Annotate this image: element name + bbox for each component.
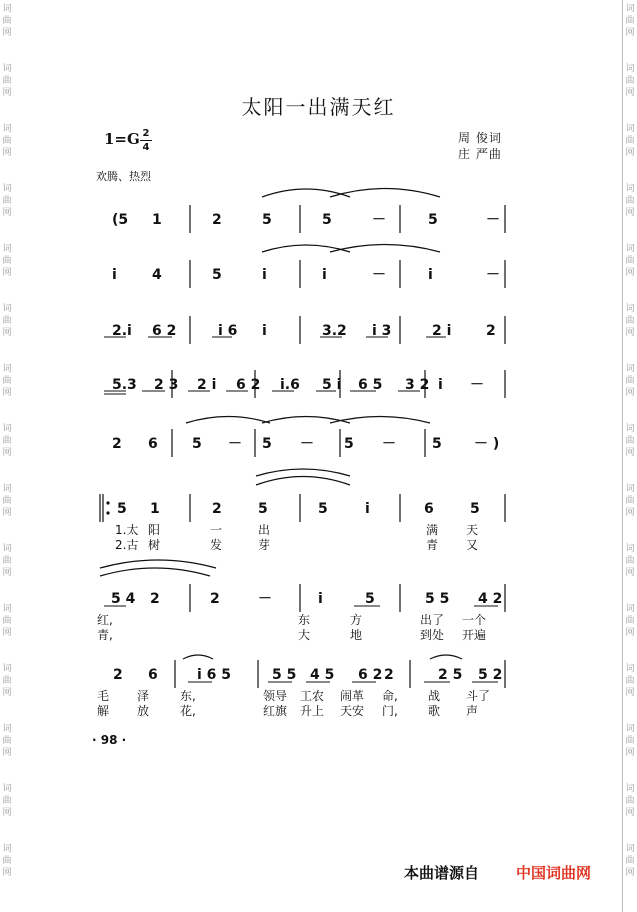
watermark-glyph: 曲 — [2, 796, 12, 806]
watermark-glyph: 词 — [625, 364, 635, 374]
jianpu-note: 5 — [117, 501, 127, 517]
lyric-verse-1: 斗了 — [466, 689, 491, 703]
jianpu-note: 2 — [486, 323, 496, 339]
jianpu-note: i.6 — [280, 377, 300, 393]
watermark-glyph: 曲 — [625, 376, 635, 386]
jianpu-note: i — [365, 501, 370, 517]
watermark-glyph: 词 — [2, 4, 12, 14]
watermark-glyph: 曲 — [2, 856, 12, 866]
watermark-glyph: 词 — [2, 544, 12, 554]
jianpu-note: － — [300, 436, 314, 452]
watermark-glyph: 网 — [625, 808, 635, 818]
lyric-verse-1: 出了 — [420, 613, 445, 627]
watermark-glyph: 曲 — [625, 556, 635, 566]
watermark-glyph: 网 — [2, 208, 12, 218]
jianpu-note: 5 — [365, 591, 375, 607]
watermark-glyph: 曲 — [625, 136, 635, 146]
watermark-glyph: 词 — [2, 244, 12, 254]
watermark-glyph: 曲 — [2, 376, 12, 386]
tie-slur — [256, 469, 350, 476]
jianpu-note: － — [486, 212, 500, 228]
jianpu-note: － — [382, 436, 396, 452]
jianpu-note: i — [262, 323, 267, 339]
watermark-glyph: 网 — [2, 88, 12, 98]
jianpu-note: i 6 — [218, 323, 238, 339]
watermark-glyph: 曲 — [2, 556, 12, 566]
footer-site-name: 中国词曲网 — [516, 864, 592, 882]
watermark-glyph: 网 — [2, 628, 12, 638]
watermark-glyph: 词 — [2, 64, 12, 74]
jianpu-note: 5 — [318, 501, 328, 517]
composer-credit: 庄 严曲 — [458, 147, 502, 161]
watermark-glyph: 网 — [625, 328, 635, 338]
watermark-glyph: 词 — [625, 844, 635, 854]
watermark-glyph: 网 — [625, 88, 635, 98]
jianpu-note: i — [322, 267, 327, 283]
jianpu-note: 6 — [148, 436, 158, 452]
watermark-glyph: 词 — [2, 844, 12, 854]
watermark-glyph: 词 — [2, 184, 12, 194]
tempo-marking: 欢腾、热烈 — [96, 170, 151, 183]
jianpu-note: 5.3 — [112, 377, 137, 393]
watermark-glyph: 词 — [2, 784, 12, 794]
page-number: · 98 · — [92, 733, 127, 747]
watermark-glyph: 词 — [625, 184, 635, 194]
watermark-glyph: 网 — [625, 268, 635, 278]
watermark-glyph: 曲 — [2, 76, 12, 86]
watermark-glyph: 曲 — [625, 76, 635, 86]
watermark-glyph: 曲 — [625, 676, 635, 686]
lyric-verse-2: 芽 — [258, 538, 271, 552]
watermark-glyph: 网 — [625, 508, 635, 518]
jianpu-note: 3.2 — [322, 323, 347, 339]
lyric-verse-1: 阳 — [148, 523, 161, 537]
lyric-verse-2: 青, — [97, 628, 113, 642]
jianpu-note: 5 — [212, 267, 222, 283]
watermark-glyph: 网 — [625, 208, 635, 218]
jianpu-note: 2 i — [197, 377, 217, 393]
jianpu-note: 2 — [112, 436, 122, 452]
watermark-glyph: 网 — [2, 808, 12, 818]
tie-slur — [100, 568, 210, 576]
jianpu-note: － ) — [474, 436, 500, 452]
watermark-glyph: 曲 — [625, 16, 635, 26]
watermark-glyph: 网 — [625, 448, 635, 458]
lyricist-credit: 周 俊词 — [458, 131, 502, 145]
watermark-glyph: 词 — [2, 364, 12, 374]
jianpu-note: 5 — [344, 436, 354, 452]
watermark-glyph: 网 — [2, 508, 12, 518]
watermark-glyph: 词 — [2, 304, 12, 314]
jianpu-note: 4 — [152, 267, 162, 283]
watermark-glyph: 词 — [625, 64, 635, 74]
lyric-verse-1: 泽 — [137, 689, 150, 703]
jianpu-note: 2 — [150, 591, 160, 607]
watermark-glyph: 网 — [2, 448, 12, 458]
lyric-verse-1: 东, — [180, 689, 196, 703]
watermark-glyph: 词 — [2, 424, 12, 434]
jianpu-note: 6 2 — [236, 377, 261, 393]
lyric-verse-1: 命, — [382, 689, 398, 703]
lyric-verse-2: 到处 — [420, 628, 445, 642]
jianpu-note: 2 — [384, 667, 394, 683]
watermark-glyph: 曲 — [2, 316, 12, 326]
jianpu-note: i — [438, 377, 443, 393]
watermark-glyph: 词 — [625, 424, 635, 434]
jianpu-note: 6 2 — [358, 667, 383, 683]
watermark-glyph: 曲 — [2, 436, 12, 446]
watermark-glyph: 曲 — [2, 136, 12, 146]
tie-slur — [256, 477, 350, 486]
watermark-glyph: 网 — [2, 388, 12, 398]
watermark-glyph: 网 — [2, 268, 12, 278]
lyric-verse-1: 战 — [428, 689, 441, 703]
watermark-glyph: 词 — [2, 724, 12, 734]
watermark-glyph: 网 — [2, 868, 12, 878]
tie-slur — [262, 245, 350, 252]
lyric-verse-2: 天安 — [340, 704, 365, 718]
lyric-verse-2: 青 — [426, 538, 439, 552]
watermark-glyph: 网 — [625, 568, 635, 578]
watermark-glyph: 网 — [2, 568, 12, 578]
watermark-glyph: 词 — [2, 664, 12, 674]
watermark-glyph: 曲 — [625, 796, 635, 806]
jianpu-note: 5 — [470, 501, 480, 517]
jianpu-note: 6 — [424, 501, 434, 517]
watermark-glyph: 词 — [2, 604, 12, 614]
lyric-verse-1: 闹革 — [340, 689, 365, 703]
jianpu-note: 1 — [152, 212, 162, 228]
jianpu-note: 4 5 — [310, 667, 335, 683]
song-title: 太阳一出满天红 — [241, 95, 396, 119]
watermark-glyph: 词 — [625, 664, 635, 674]
jianpu-note: 5 — [432, 436, 442, 452]
watermark-glyph: 曲 — [2, 196, 12, 206]
jianpu-note: 5 4 — [111, 591, 136, 607]
watermark-glyph: 网 — [625, 148, 635, 158]
lyric-verse-2: 开遍 — [462, 628, 487, 642]
watermark-glyph: 曲 — [625, 616, 635, 626]
watermark-glyph: 词 — [625, 484, 635, 494]
jianpu-note: i — [318, 591, 323, 607]
watermark-glyph: 网 — [625, 868, 635, 878]
lyric-verse-1: 出 — [258, 523, 271, 537]
key-signature: 1=G — [104, 130, 140, 148]
jianpu-note: 5 — [262, 436, 272, 452]
jianpu-note: 5 — [258, 501, 268, 517]
jianpu-note: 2 — [210, 591, 220, 607]
watermark-glyph: 词 — [2, 484, 12, 494]
lyric-verse-2: 解 — [97, 704, 110, 718]
jianpu-note: 6 2 — [152, 323, 177, 339]
tie-slur — [262, 189, 350, 197]
jianpu-note: － — [470, 377, 484, 393]
jianpu-note: (5 — [112, 212, 129, 228]
jianpu-note: 6 5 — [358, 377, 383, 393]
lyric-verse-2: 树 — [148, 538, 161, 552]
jianpu-note: 5 2 — [478, 667, 503, 683]
watermark-glyph: 词 — [625, 784, 635, 794]
jianpu-note: － — [372, 267, 386, 283]
jianpu-note: － — [258, 591, 272, 607]
jianpu-note: 5 5 — [272, 667, 297, 683]
lyric-verse-2: 发 — [210, 538, 223, 552]
jianpu-note: － — [228, 436, 242, 452]
lyric-verse-1: 毛 — [97, 689, 110, 703]
lyric-verse-2: 花, — [180, 704, 196, 718]
lyric-verse-2: 2.古 — [115, 538, 139, 552]
lyric-verse-1: 领导 — [263, 689, 288, 703]
watermark-glyph: 网 — [2, 688, 12, 698]
watermark-glyph: 词 — [625, 4, 635, 14]
lyric-verse-2: 声 — [466, 704, 479, 718]
watermark-glyph: 曲 — [2, 676, 12, 686]
jianpu-note: 5 — [322, 212, 332, 228]
watermark-glyph: 曲 — [625, 256, 635, 266]
watermark-glyph: 网 — [2, 28, 12, 38]
jianpu-note: 3 2 — [405, 377, 430, 393]
lyric-verse-1: 天 — [466, 523, 479, 537]
lyric-verse-1: 一个 — [462, 613, 487, 627]
jianpu-note: 2 — [212, 212, 222, 228]
lyric-verse-1: 1.太 — [115, 523, 139, 537]
tie-slur — [262, 417, 350, 424]
lyric-verse-1: 红, — [97, 613, 113, 627]
lyric-verse-1: 一 — [210, 523, 223, 537]
lyric-verse-1: 东 — [298, 613, 311, 627]
watermark-glyph: 曲 — [2, 736, 12, 746]
watermark-glyph: 曲 — [2, 616, 12, 626]
tie-slur — [186, 417, 270, 424]
jianpu-note: － — [372, 212, 386, 228]
jianpu-note: 5 i — [322, 377, 342, 393]
lyric-verse-2: 门, — [382, 704, 398, 718]
jianpu-note: 4 2 — [478, 591, 503, 607]
lyric-verse-2: 地 — [350, 628, 363, 642]
jianpu-note: 2 — [113, 667, 123, 683]
watermark-glyph: 词 — [625, 544, 635, 554]
lyric-verse-2: 歌 — [428, 704, 441, 718]
watermark-glyph: 曲 — [625, 196, 635, 206]
jianpu-note: 2 3 — [154, 377, 179, 393]
repeat-sign-dot — [106, 511, 109, 514]
watermark-glyph: 曲 — [625, 736, 635, 746]
lyric-verse-1: 工农 — [300, 689, 325, 703]
time-signature-top: 2 — [142, 128, 150, 139]
jianpu-note: 5 — [192, 436, 202, 452]
time-signature-bottom: 4 — [142, 142, 150, 153]
watermark-glyph: 网 — [625, 28, 635, 38]
jianpu-note: 6 — [148, 667, 158, 683]
watermark-glyph: 词 — [625, 124, 635, 134]
jianpu-note: i 3 — [372, 323, 392, 339]
jianpu-note: i — [112, 267, 117, 283]
watermark-glyph: 曲 — [625, 496, 635, 506]
watermark-glyph: 词 — [625, 244, 635, 254]
watermark-glyph: 网 — [625, 628, 635, 638]
watermark-glyph: 曲 — [2, 496, 12, 506]
jianpu-note: 5 5 — [425, 591, 450, 607]
watermark-glyph: 网 — [625, 388, 635, 398]
jianpu-note: i — [428, 267, 433, 283]
watermark-glyph: 曲 — [625, 316, 635, 326]
jianpu-note: i — [262, 267, 267, 283]
tie-slur — [183, 655, 213, 659]
tie-slur — [430, 655, 462, 659]
watermark-glyph: 词 — [625, 724, 635, 734]
jianpu-note: － — [486, 267, 500, 283]
watermark-glyph: 曲 — [2, 16, 12, 26]
jianpu-note: 5 — [428, 212, 438, 228]
watermark-glyph: 网 — [2, 748, 12, 758]
jianpu-note: 2.i — [112, 323, 132, 339]
footer-source-text: 本曲谱源自 — [404, 864, 480, 882]
lyric-verse-2: 放 — [137, 704, 150, 718]
watermark-glyph: 网 — [625, 748, 635, 758]
watermark-glyph: 网 — [2, 328, 12, 338]
jianpu-note: 2 i — [432, 323, 452, 339]
tie-slur — [100, 560, 216, 568]
watermark-glyph: 词 — [2, 124, 12, 134]
watermark-glyph: 词 — [625, 304, 635, 314]
jianpu-note: 2 — [212, 501, 222, 517]
lyric-verse-2: 升上 — [300, 704, 325, 718]
lyric-verse-1: 满 — [426, 523, 439, 537]
watermark-glyph: 词 — [625, 604, 635, 614]
jianpu-note: 2 5 — [438, 667, 463, 683]
watermark-glyph: 曲 — [2, 256, 12, 266]
watermark-glyph: 曲 — [625, 856, 635, 866]
jianpu-note: i 6 5 — [197, 667, 232, 683]
lyric-verse-2: 又 — [466, 538, 479, 552]
repeat-sign-dot — [106, 501, 109, 504]
watermark-glyph: 曲 — [625, 436, 635, 446]
lyric-verse-2: 大 — [298, 628, 311, 642]
jianpu-note: 5 — [262, 212, 272, 228]
jianpu-note: 1 — [150, 501, 160, 517]
watermark-glyph: 网 — [625, 688, 635, 698]
lyric-verse-2: 红旗 — [263, 704, 288, 718]
lyric-verse-1: 方 — [350, 613, 363, 627]
watermark-glyph: 网 — [2, 148, 12, 158]
